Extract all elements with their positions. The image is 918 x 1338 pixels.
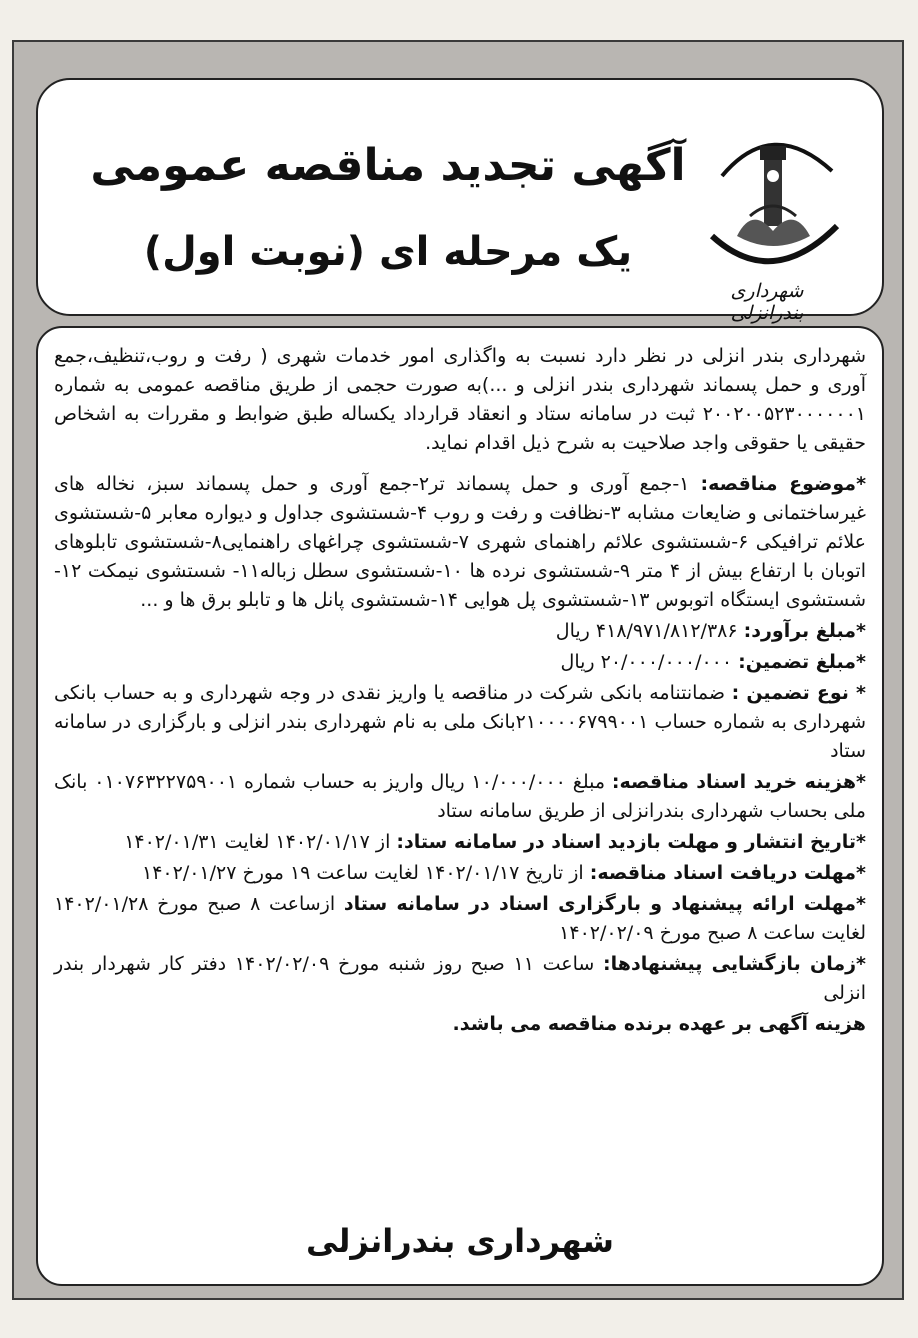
item-text: مبلغ ۱۰/۰۰۰/۰۰۰ ریال واریز به حساب شماره ۰۱۰۷۶۳۲۲۷۵۹۰۰۱ بانک ملی بحساب شهرداری بندرانزلی از طریق سامانه ستاد — [54, 771, 866, 822]
item-estimate — [54, 617, 866, 646]
item-label: *مبلغ تضمین: — [738, 651, 866, 673]
item-text: ازساعت ۸ صبح مورخ ۱۴۰۲/۰۱/۲۸ لغایت ساعت ۸ صبح مورخ ۱۴۰۲/۰۲/۰۹ — [54, 893, 866, 944]
item-text: از تاریخ ۱۴۰۲/۰۱/۱۷ لغایت ساعت ۱۹ مورخ ۱۴۰۲/۰۱/۲۷ — [142, 862, 590, 884]
header-box — [36, 78, 884, 324]
municipality-logo-icon — [692, 116, 852, 286]
item-receive-deadline — [54, 859, 866, 888]
item-text: ۱-جمع آوری و حمل پسماند تر۲-جمع آوری و حمل پسماند سبز، نخاله های غیرساختمانی و ضایعات مشابه ۳-نظافت و رفت و روب ۴-شستشوی جداول و دیواره معابر ۵-شستشوی علائم ترافیکی ۶-شستشوی علائم راهنمای شهری ۷-شستشوی چراغهای راهنمایی۸-شستشوی تابلوهای اتوبان با ارتفاع بیش از ۴ متر ۹-شستشوی نرده ها ۱۰-شستشوی سطل زباله۱۱- شستشوی نیمکت ۱۲-شستشوی ایستگاه اتوبوس ۱۳-شستشوی پل هوایی ۱۴-شستشوی پانل ها و تابلو برق ها و ... — [54, 473, 866, 611]
notice-sheet — [12, 40, 904, 1300]
item-text: ۴۱۸/۹۷۱/۸۱۲/۳۸۶ ریال — [555, 620, 744, 642]
item-label: *مهلت ارائه پیشنهاد و بارگزاری اسناد در سامانه ستاد — [343, 893, 866, 915]
notice-content — [54, 342, 866, 1041]
item-document-cost — [54, 768, 866, 826]
item-label: *زمان بازگشایی پیشنهادها: — [603, 953, 866, 975]
item-label: *موضوع مناقصه: — [700, 473, 867, 495]
item-label: *مهلت دریافت اسناد مناقصه: — [589, 862, 866, 884]
item-text: ۲۰/۰۰۰/۰۰۰/۰۰۰ ریال — [560, 651, 739, 673]
item-guarantee-type — [54, 679, 866, 766]
intro-paragraph: شهرداری بندر انزلی در نظر دارد نسبت به واگذاری امور خدمات شهری ( رفت و روب،تنظیف،جمع آوری و حمل پسماند شهرداری بندر انزلی و ...)به صورت حجمی از طریق مناقصه عمومی به شماره ۲۰۰۲۰۰۵۲۳۰۰۰۰۰۰۱ ثبت در سامانه ستاد و انعقاد قرارداد یکساله طبق ضوابط و مقررات به اشخاص حقیقی یا حقوقی واجد صلاحیت به شرح ذیل اقدام نماید. — [54, 345, 866, 454]
logo-caption: شهرداری بندرانزلی — [730, 280, 804, 324]
item-label: *هزینه خرید اسناد مناقصه: — [611, 771, 866, 793]
item-subject — [54, 470, 866, 615]
item-label: * نوع تضمین : — [731, 682, 866, 704]
item-text: از ۱۴۰۲/۰۱/۱۷ لغایت ۱۴۰۲/۰۱/۳۱ — [124, 831, 397, 853]
cost-note: هزینه آگهی بر عهده برنده مناقصه می باشد. — [452, 1013, 866, 1035]
item-label: *تاریخ انتشار و مهلت بازدید اسناد در سامانه ستاد: — [396, 831, 866, 853]
item-text: ضمانتنامه بانکی شرکت در مناقصه یا واریز نقدی در وجه شهرداری و به حساب بانکی شهرداری به شماره حساب ۲۱۰۰۰۰۶۷۹۹۰۰۱بانک ملی به نام شهرداری بندر انزلی و بارگزاری در سامانه ستاد — [54, 682, 866, 762]
item-opening-time — [54, 950, 866, 1008]
item-publish-date — [54, 828, 866, 857]
item-submit-deadline — [54, 890, 866, 948]
notice-title: آگهی تجدید مناقصه عمومی — [90, 140, 686, 191]
item-text: ساعت ۱۱ صبح روز شنبه مورخ ۱۴۰۲/۰۲/۰۹ دفتر کار شهردار بندر انزلی — [54, 953, 866, 1004]
notice-subtitle: یک مرحله ای (نوبت اول) — [143, 229, 633, 275]
item-guarantee-amount — [54, 648, 866, 677]
item-label: *مبلغ برآورد: — [743, 620, 866, 642]
signature-footer: شهرداری بندرانزلی — [305, 1222, 615, 1260]
